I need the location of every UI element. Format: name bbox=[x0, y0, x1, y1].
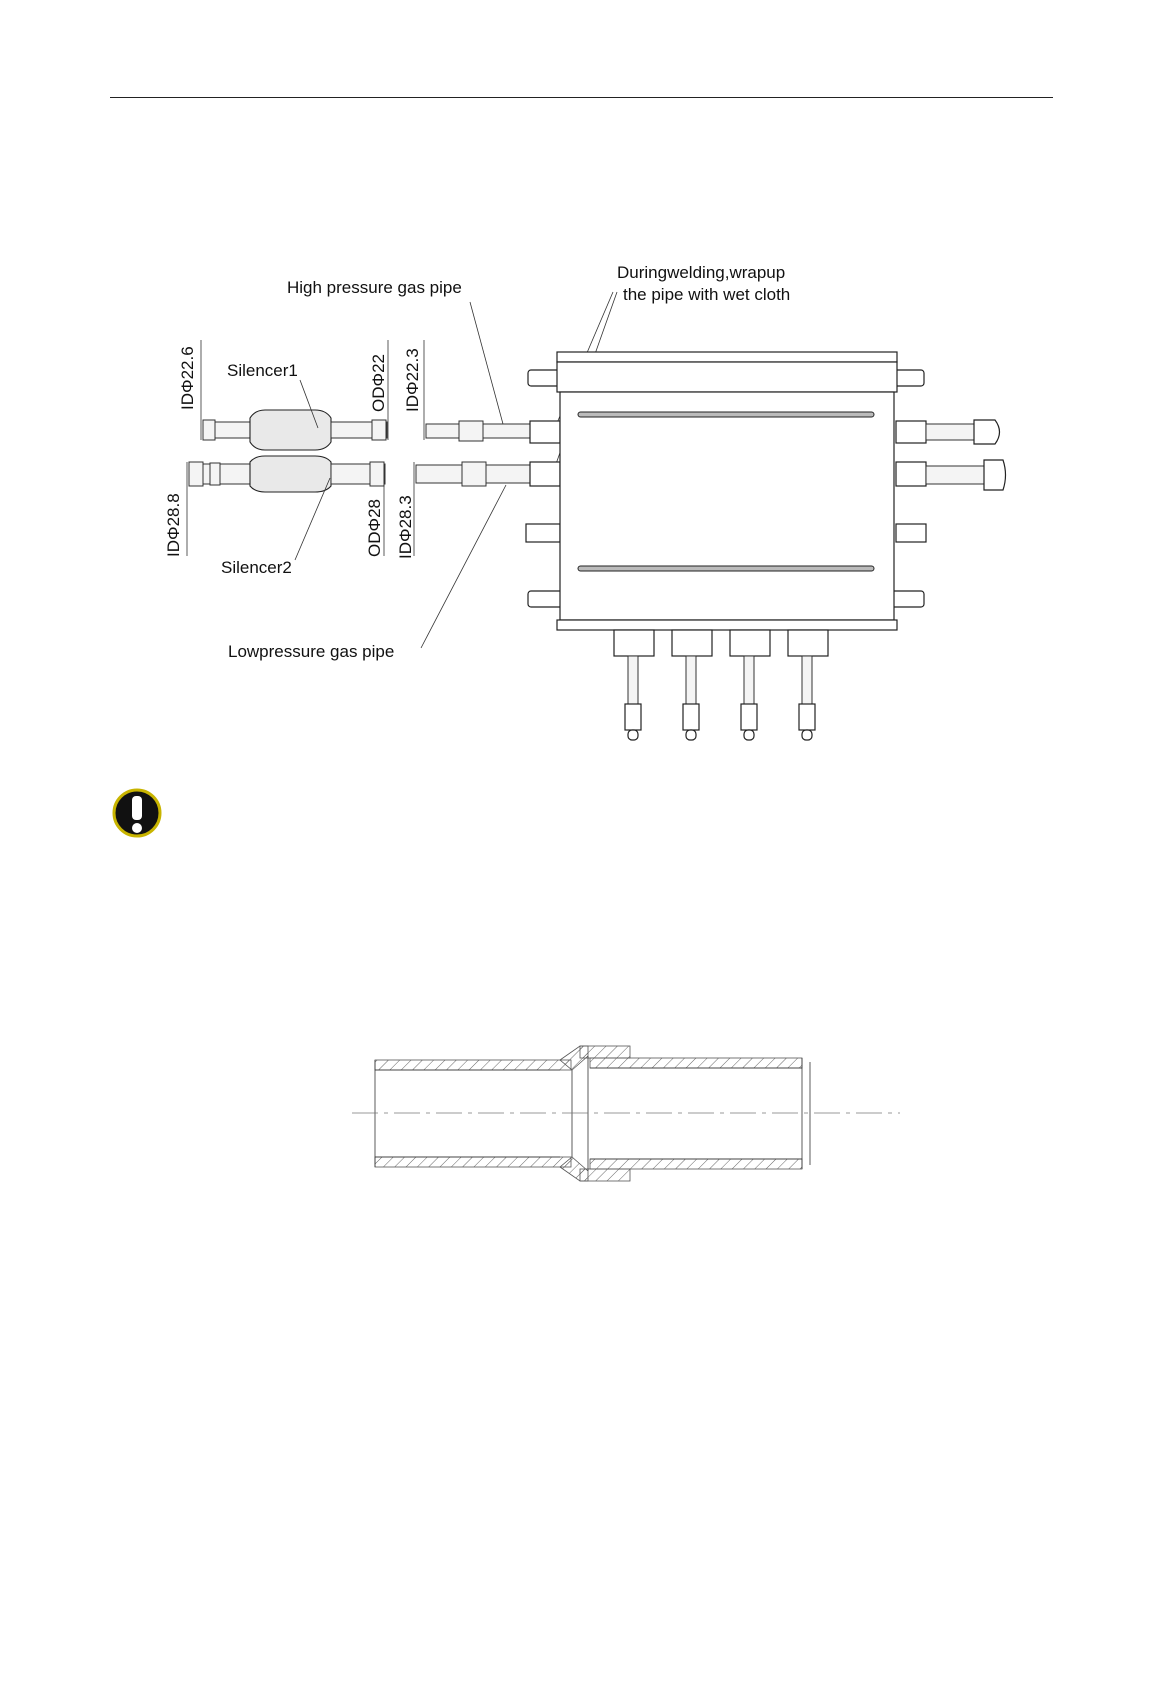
dim-id-28-8: IDΦ28.8 bbox=[164, 493, 183, 557]
exclamation-warning-icon bbox=[114, 790, 160, 836]
inlet-pipes bbox=[416, 421, 532, 486]
pipe-joint-section bbox=[352, 1046, 900, 1181]
dim-id-22-6: IDΦ22.6 bbox=[178, 346, 197, 410]
low-pressure-label: Lowpressure gas pipe bbox=[228, 642, 395, 661]
welding-note-line1: Duringwelding,wrapup bbox=[617, 263, 786, 282]
high-pressure-label: High pressure gas pipe bbox=[287, 278, 462, 297]
dim-id-28-3: IDΦ28.3 bbox=[396, 495, 415, 559]
outlet-pipes-right bbox=[926, 420, 1006, 490]
silencer2-part bbox=[189, 456, 385, 492]
dim-od-28: ODΦ28 bbox=[365, 499, 384, 557]
outlet-pipes-bottom bbox=[614, 630, 828, 740]
silencer1-part bbox=[203, 410, 387, 450]
silencer1-label: Silencer1 bbox=[227, 361, 298, 380]
welding-note-line2: the pipe with wet cloth bbox=[623, 285, 791, 304]
silencer2-label: Silencer2 bbox=[221, 558, 292, 577]
dim-od-22: ODΦ22 bbox=[369, 354, 388, 412]
dim-id-22-3: IDΦ22.3 bbox=[403, 348, 422, 412]
branch-box-body bbox=[526, 352, 926, 630]
